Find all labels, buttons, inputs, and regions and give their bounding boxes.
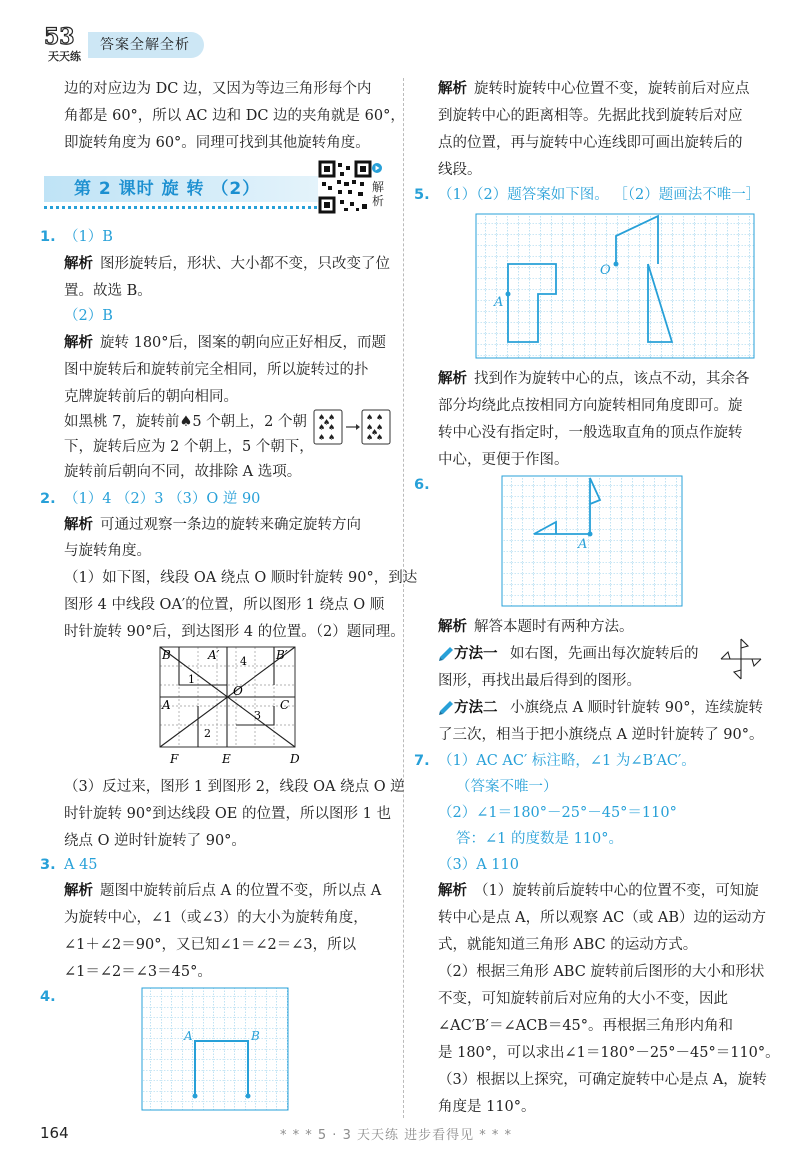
analysis-label: 解析 bbox=[438, 81, 467, 97]
q5-analysis-line: 部分均绕此点按相同方向旋转相同角度即可。旋 bbox=[438, 398, 743, 414]
analysis-label: 解析 bbox=[64, 256, 93, 272]
question-number: 4. bbox=[40, 989, 56, 1005]
grid-figure-q4 bbox=[140, 986, 290, 1112]
fig-label: C bbox=[280, 698, 290, 712]
right-intro-line: 旋转时旋转中心位置不变，旋转前后对应点 bbox=[474, 81, 750, 97]
svg-text:♠: ♠ bbox=[318, 413, 326, 422]
fig-label: A bbox=[184, 1029, 193, 1043]
q1-analysis-line: 旋转 180°后，图案的朝向应正好相反，而题 bbox=[100, 335, 387, 351]
q1-analysis-line: 图中旋转后和旋转前完全相同，所以旋转过的扑 bbox=[64, 362, 369, 378]
q1-example-line: 旋转前后朝向不同，故排除 A 选项。 bbox=[64, 464, 302, 480]
q5-answer: （1）（2）题答案如下图。 ［（2）题画法不唯一］ bbox=[438, 187, 761, 203]
fig-label: B bbox=[162, 648, 171, 662]
q1-answer-1: （1）B bbox=[64, 229, 113, 245]
svg-text:♠: ♠ bbox=[371, 428, 379, 437]
q7-analysis-line: 是 180°，可以求出∠1＝180°－25°－45°＝110°。 bbox=[438, 1045, 780, 1061]
question-number: 1. bbox=[40, 229, 56, 245]
svg-text:♠: ♠ bbox=[366, 423, 374, 432]
q2-reverse-line: 时针旋转 90°到达线段 OE 的位置，所以图形 1 也 bbox=[64, 806, 391, 822]
fig-label: O bbox=[233, 684, 243, 698]
column-divider bbox=[403, 78, 404, 1118]
fig-label: A bbox=[162, 698, 171, 712]
q1-example-line: 如黑桃 7，旋转前♠5 个朝上，2 个朝 bbox=[64, 414, 308, 430]
question-number: 2. bbox=[40, 491, 56, 507]
q7-answer-note: （答案不唯一） bbox=[456, 779, 558, 795]
svg-text:53: 53 bbox=[44, 24, 75, 50]
svg-text:♠: ♠ bbox=[366, 413, 374, 422]
method-label: 方法二 bbox=[454, 700, 498, 716]
svg-text:♠: ♠ bbox=[376, 423, 384, 432]
method-label: 方法一 bbox=[454, 646, 498, 662]
brand-logo bbox=[42, 20, 94, 64]
lesson-title: 第 2 课时 旋 转 （2） bbox=[74, 179, 261, 199]
q7-answer-2b: 答：∠1 的度数是 110°。 bbox=[456, 831, 624, 847]
q3-answer: A 45 bbox=[64, 857, 98, 873]
qr-label: 解析 bbox=[372, 180, 385, 208]
q7-analysis-line: 式，就能知道三角形 ABC 的运动方式。 bbox=[438, 937, 698, 953]
q1-answer-2: （2）B bbox=[64, 308, 113, 324]
intro-line: 即旋转角度为 60°。同理可找到其他旋转角度。 bbox=[64, 135, 370, 151]
q3-analysis-line: 题图中旋转前后点 A 的位置不变，所以点 A bbox=[100, 883, 382, 899]
svg-text:♠: ♠ bbox=[328, 433, 336, 442]
q1-analysis-line: 图形旋转后，形状、大小都不变，只改变了位 bbox=[100, 256, 390, 272]
q2-analysis-line: 与旋转角度。 bbox=[64, 543, 151, 559]
analysis-label: 解析 bbox=[438, 619, 467, 635]
question-number: 3. bbox=[40, 857, 56, 873]
fig-label: 2 bbox=[204, 727, 211, 740]
qr-code-icon[interactable] bbox=[318, 160, 372, 214]
analysis-label: 解析 bbox=[438, 883, 467, 899]
q7-answer-3: （3）A 110 bbox=[438, 857, 519, 873]
intro-line: 边的对应边为 DC 边，又因为等边三角形每个内 bbox=[64, 81, 372, 97]
intro-line: 角都是 60°，所以 AC 边和 DC 边的夹角就是 60°， bbox=[64, 108, 405, 124]
q6-method2-line: 了三次，相当于把小旗绕点 A 逆时针旋转了 90°。 bbox=[438, 727, 764, 743]
q5-analysis-line: 中心，更便于作图。 bbox=[438, 452, 569, 468]
play-icon bbox=[372, 163, 382, 173]
svg-text:♠: ♠ bbox=[376, 413, 384, 422]
analysis-label: 解析 bbox=[64, 335, 93, 351]
question-number: 5. bbox=[414, 187, 430, 203]
fig-label: D bbox=[290, 752, 300, 766]
footer-slogan: * * * 5 · 3 天天练 进步看得见 * * * bbox=[280, 1128, 512, 1143]
playing-card-figure bbox=[312, 408, 392, 448]
q7-answer-2: （2）∠1＝180°－25°－45°＝110° bbox=[438, 805, 677, 821]
fig-label: 4 bbox=[240, 655, 247, 668]
q7-analysis-line: 不变，可知旋转前后对应角的大小不变，因此 bbox=[438, 991, 728, 1007]
q1-analysis-line: 克牌旋转前后的朝向相同。 bbox=[64, 389, 238, 405]
svg-text:♠: ♠ bbox=[318, 423, 326, 432]
question-number: 6. bbox=[414, 477, 430, 493]
fig-label: B′ bbox=[276, 648, 288, 662]
fig-label: E bbox=[222, 752, 231, 766]
svg-text:天天练: 天天练 bbox=[48, 50, 81, 63]
q1-example-line: 下，旋转后应为 2 个朝上，5 个朝下， bbox=[64, 439, 314, 455]
grid-figure-q6 bbox=[500, 474, 684, 608]
fig-label: 1 bbox=[188, 673, 195, 686]
svg-text:♠: ♠ bbox=[323, 418, 331, 427]
q2-reverse-line: （3）反过来，图形 1 到图形 2，线段 OA 绕点 O 逆 bbox=[64, 779, 405, 795]
svg-text:♠: ♠ bbox=[366, 433, 374, 442]
fig-label: B bbox=[251, 1029, 260, 1043]
q7-analysis-line: ∠AC′B′＝∠ACB＝45°。再根据三角形内角和 bbox=[438, 1018, 734, 1034]
q2-detail-line: （1）如下图，线段 OA 绕点 O 顺时针旋转 90°，到达 bbox=[64, 570, 418, 586]
q5-analysis-line: 找到作为旋转中心的点，该点不动，其余各 bbox=[474, 371, 750, 387]
right-intro-line: 到旋转中心的距离相等。先据此找到旋转后对应 bbox=[438, 108, 743, 124]
fig-label: A′ bbox=[208, 648, 220, 662]
q7-answer-1: （1）AC AC′ 标注略，∠1 为∠B′AC′。 bbox=[438, 753, 696, 769]
q3-analysis-line: ∠1＋∠2＝90°，又已知∠1＝∠2＝∠3，所以 bbox=[64, 937, 357, 953]
q1-analysis-line: 置。故选 B。 bbox=[64, 283, 152, 299]
q3-analysis-line: ∠1＝∠2＝∠3＝45°。 bbox=[64, 964, 212, 980]
q7-analysis-line: （2）根据三角形 ABC 旋转前后图形的大小和形状 bbox=[438, 964, 765, 980]
q7-analysis-line: 转中心是点 A，所以观察 AC（或 AB）边的运动方 bbox=[438, 910, 766, 926]
lesson-heading bbox=[44, 172, 344, 206]
q2-analysis-line: 可通过观察一条边的旋转来确定旋转方向 bbox=[100, 517, 361, 533]
q6-method1-line: 图形，再找出最后得到的图形。 bbox=[438, 673, 641, 689]
q6-method1-line: 如右图，先画出每次旋转后的 bbox=[510, 646, 699, 662]
section-title: 答案全解全析 bbox=[88, 32, 204, 58]
analysis-label: 解析 bbox=[64, 883, 93, 899]
grid-figure-q5 bbox=[474, 212, 756, 360]
fig-label: A bbox=[578, 537, 588, 552]
fig-label: O bbox=[600, 263, 611, 278]
q7-analysis-line: （1）旋转前后旋转中心的位置不变，可知旋 bbox=[474, 883, 759, 899]
q2-reverse-line: 绕点 O 逆时针旋转了 90°。 bbox=[64, 833, 246, 849]
svg-text:♠: ♠ bbox=[376, 433, 384, 442]
q6-analysis: 解答本题时有两种方法。 bbox=[474, 619, 634, 635]
q7-analysis-line: （3）根据以上探究，可确定旋转中心是点 A，旋转 bbox=[438, 1072, 767, 1088]
svg-text:♠: ♠ bbox=[318, 433, 326, 442]
q7-analysis-line: 角度是 110°。 bbox=[438, 1099, 536, 1115]
q2-detail-line: 图形 4 中线段 OA′的位置，所以图形 1 绕点 O 顺 bbox=[64, 597, 385, 613]
right-intro-line: 点的位置，再与旋转中心连线即可画出旋转后的 bbox=[438, 135, 743, 151]
fig-label: F bbox=[170, 752, 179, 766]
analysis-label: 解析 bbox=[438, 371, 467, 387]
q2-detail-line: 时针旋转 90°后，到达图形 4 的位置。（2）题同理。 bbox=[64, 624, 405, 640]
fig-label: A bbox=[494, 295, 504, 310]
svg-text:♠: ♠ bbox=[328, 413, 336, 422]
q2-answer: （1）4 （2）3 （3）O 逆 90 bbox=[64, 491, 261, 507]
q3-analysis-line: 为旋转中心，∠1（或∠3）的大小为旋转角度， bbox=[64, 910, 368, 926]
q5-analysis-line: 转中心没有指定时，一般选取直角的顶点作旋转 bbox=[438, 425, 743, 441]
svg-text:♠: ♠ bbox=[328, 423, 336, 432]
page-number: 164 bbox=[40, 1124, 69, 1142]
fig-label: 3 bbox=[254, 709, 261, 722]
pinwheel-flag-figure bbox=[718, 636, 764, 682]
question-number: 7. bbox=[414, 753, 430, 769]
analysis-label: 解析 bbox=[64, 517, 93, 533]
rotation-figure-q2 bbox=[150, 645, 306, 775]
q6-method2-line: 小旗绕点 A 顺时针旋转 90°，连续旋转 bbox=[510, 700, 763, 716]
right-intro-line: 线段。 bbox=[438, 162, 482, 178]
